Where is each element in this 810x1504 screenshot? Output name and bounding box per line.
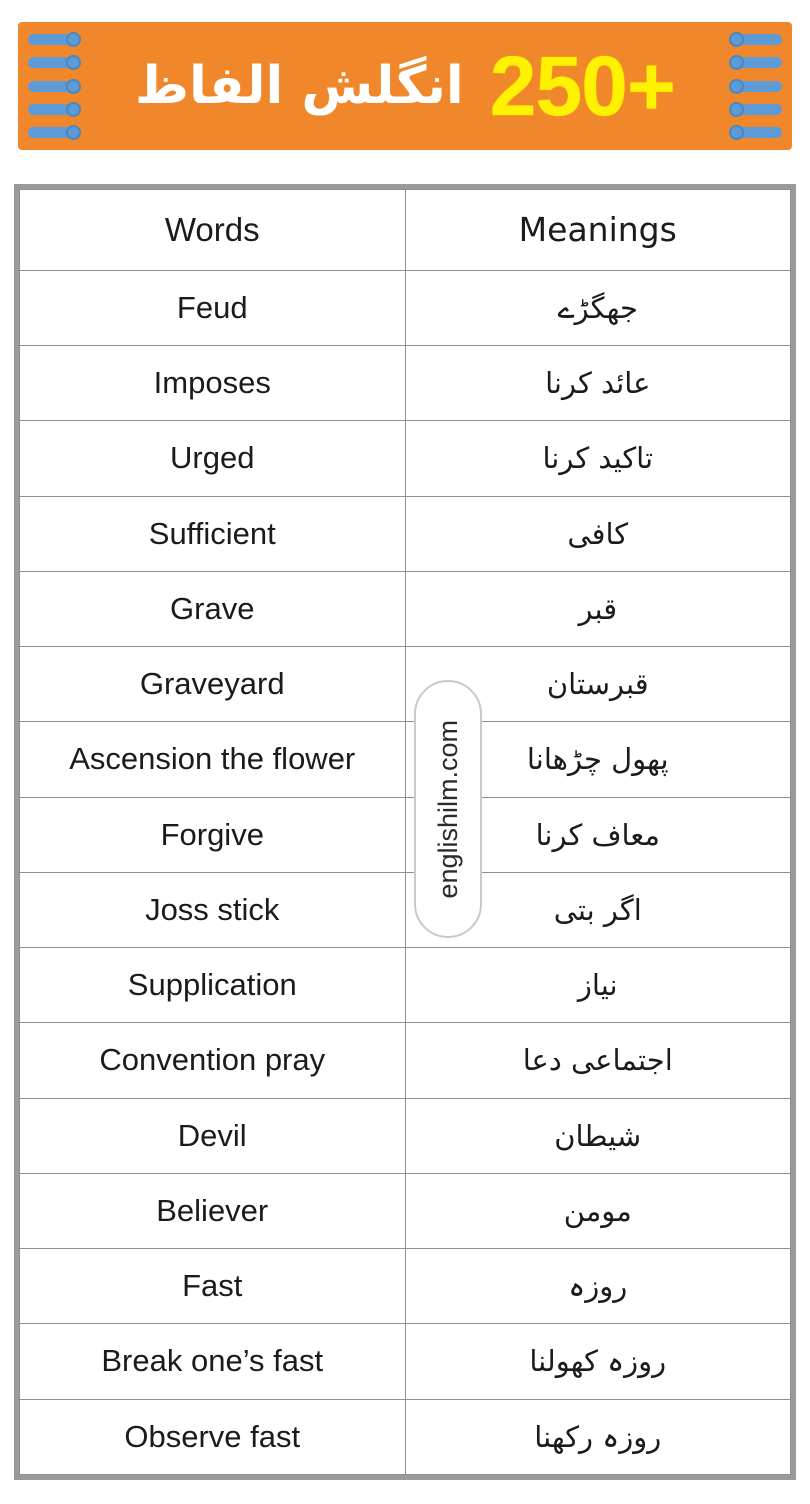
table-row	[20, 421, 791, 496]
word-cell: Observe fast	[20, 1399, 406, 1474]
word-cell: Graveyard	[20, 647, 406, 722]
watermark-text: englishilm.com	[432, 719, 463, 899]
table-row	[20, 496, 791, 571]
watermark-badge	[414, 680, 482, 938]
table-row	[20, 270, 791, 345]
word-cell: Sufficient	[20, 496, 406, 571]
word-cell: Urged	[20, 421, 406, 496]
spiral-ring-icon	[732, 104, 782, 115]
vocabulary-table-container	[14, 184, 796, 1480]
spiral-ring-icon	[732, 127, 782, 138]
meaning-cell: کافی	[405, 496, 791, 571]
word-cell: Convention pray	[20, 1023, 406, 1098]
table-row	[20, 647, 791, 722]
meaning-cell: جھگڑے	[405, 270, 791, 345]
table-row	[20, 1324, 791, 1399]
spiral-ring-icon	[28, 57, 78, 68]
table-row	[20, 1023, 791, 1098]
word-cell: Believer	[20, 1173, 406, 1248]
meaning-cell: تاکید کرنا	[405, 421, 791, 496]
table-row	[20, 1399, 791, 1474]
word-cell: Break one’s fast	[20, 1324, 406, 1399]
table-row	[20, 1173, 791, 1248]
spiral-ring-icon	[28, 104, 78, 115]
meaning-cell: روزہ کھولنا	[405, 1324, 791, 1399]
meaning-cell: مومن	[405, 1173, 791, 1248]
vocabulary-table	[19, 189, 791, 1475]
word-cell: Feud	[20, 270, 406, 345]
spiral-binding-left-icon	[26, 34, 80, 138]
meaning-cell: معاف کرنا	[405, 797, 791, 872]
meaning-cell: شیطان	[405, 1098, 791, 1173]
spiral-ring-icon	[28, 81, 78, 92]
meaning-cell: قبر	[405, 571, 791, 646]
spiral-ring-icon	[732, 34, 782, 45]
word-cell: Devil	[20, 1098, 406, 1173]
meaning-cell: اجتماعی دعا	[405, 1023, 791, 1098]
spiral-ring-icon	[28, 34, 78, 45]
spiral-binding-right-icon	[730, 34, 784, 138]
meaning-cell: نیاز	[405, 948, 791, 1023]
table-row	[20, 1098, 791, 1173]
header-banner	[18, 22, 792, 150]
meaning-cell: اگر بتی	[405, 872, 791, 947]
column-header-words: Words	[20, 190, 406, 271]
word-cell: Forgive	[20, 797, 406, 872]
word-cell: Fast	[20, 1249, 406, 1324]
table-row	[20, 948, 791, 1023]
meaning-cell: پھول چڑھانا	[405, 722, 791, 797]
meaning-cell: روزہ	[405, 1249, 791, 1324]
table-row	[20, 346, 791, 421]
header-count-label: 250+	[489, 39, 675, 133]
table-row	[20, 571, 791, 646]
word-cell: Imposes	[20, 346, 406, 421]
table-row	[20, 797, 791, 872]
word-cell: Supplication	[20, 948, 406, 1023]
meaning-cell: روزہ رکھنا	[405, 1399, 791, 1474]
word-cell: Ascension the flower	[20, 722, 406, 797]
column-header-meanings: Meanings	[405, 190, 791, 271]
meaning-cell: عائد کرنا	[405, 346, 791, 421]
table-row	[20, 722, 791, 797]
table-row	[20, 872, 791, 947]
table-header-row	[20, 190, 791, 271]
spiral-ring-icon	[732, 57, 782, 68]
meaning-cell: قبرستان	[405, 647, 791, 722]
spiral-ring-icon	[28, 127, 78, 138]
header-urdu-title: انگلش الفاظ	[135, 55, 464, 116]
word-cell: Joss stick	[20, 872, 406, 947]
header-content	[18, 39, 792, 133]
vocabulary-table-body	[20, 190, 791, 1475]
table-row	[20, 1249, 791, 1324]
spiral-ring-icon	[732, 81, 782, 92]
word-cell: Grave	[20, 571, 406, 646]
